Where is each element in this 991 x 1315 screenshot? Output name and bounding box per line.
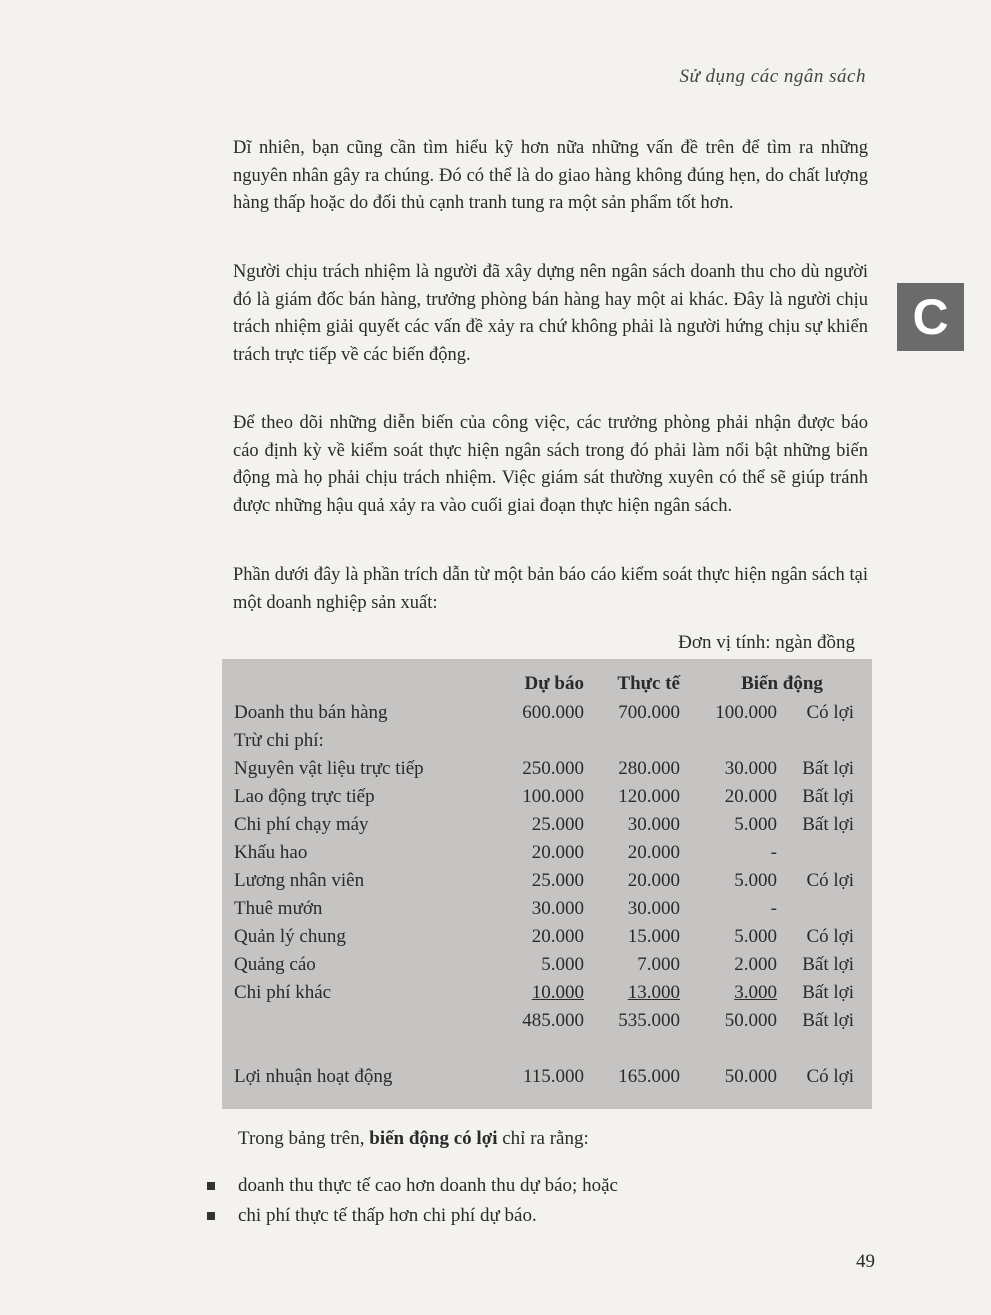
header-variance: Biến động [741,673,823,694]
row-actual: 20.000 [627,842,680,863]
bullet-square-icon [207,1182,215,1190]
row-label: Doanh thu bán hàng [234,702,388,723]
row-forecast: 5.000 [541,954,584,975]
row-label: Lợi nhuận hoạt động [234,1066,393,1087]
row-variance: - [770,898,777,919]
budget-table [222,659,872,1109]
table-row [234,867,854,895]
table-row [234,923,854,951]
row-variance: 100.000 [715,702,777,723]
row-note: Bất lợi [802,1010,854,1031]
row-forecast: 20.000 [531,926,584,947]
row-forecast: 25.000 [531,870,584,891]
note-line [238,1128,589,1150]
row-forecast: 600.000 [522,702,584,723]
row-label: Quảng cáo [234,954,316,975]
row-note: Có lợi [806,870,854,891]
header-forecast: Dự báo [524,673,584,694]
row-label: Lao động trực tiếp [234,786,375,807]
row-variance: - [770,842,777,863]
row-actual: 20.000 [627,870,680,891]
underlined-value: 13.000 [627,982,680,1003]
row-label [234,1007,496,1035]
row-forecast [496,979,584,1007]
table-row [234,755,854,783]
row-forecast [496,727,584,755]
row-variance [680,979,777,1007]
row-variance [680,727,777,755]
row-variance: 5.000 [734,926,777,947]
paragraph-3: Để theo dõi những diễn biến của công việc, các trưởng phòng phải nhận được báo cáo định kỳ về kiểm soát thực hiện ngân sách trong đó phải làm nổi bật những biến động mà họ phải chịu trách nhiệm. Việc giám sát thường xuyên có thể sẽ giúp tránh được những hậu quả xảy ra vào cuối giai đoạn thực hiện ngân sách. [233,413,868,516]
row-forecast: 250.000 [522,758,584,779]
row-forecast: 25.000 [531,814,584,835]
row-forecast: 115.000 [522,1066,584,1087]
unit-note: Đơn vị tính: ngàn đồng [678,632,855,653]
page-number: 49 [856,1251,875,1272]
row-note: Có lợi [806,926,854,947]
row-label: Nguyên vật liệu trực tiếp [234,758,424,779]
bullet-square-icon [207,1212,215,1220]
row-actual: 30.000 [627,814,680,835]
note-bold: biến động có lợi [369,1128,498,1149]
table-row [234,811,854,839]
row-variance: 5.000 [734,870,777,891]
row-note: Có lợi [806,1066,854,1087]
row-note [777,839,854,867]
row-actual: 535.000 [618,1010,680,1031]
table-row [234,839,854,867]
row-variance: 30.000 [724,758,777,779]
row-actual: 120.000 [618,786,680,807]
running-head: Sử dụng các ngân sách [679,66,866,87]
table-row [234,727,854,755]
row-note: Bất lợi [802,814,854,835]
row-label: Trừ chi phí: [234,730,324,751]
bullet-text: chi phí thực tế thấp hơn chi phí dự báo. [238,1205,537,1226]
header-actual: Thực tế [617,673,680,694]
row-actual: 165.000 [618,1066,680,1087]
table-row [234,699,854,727]
paragraph-2: Người chịu trách nhiệm là người đã xây dựng nên ngân sách doanh thu cho dù người đó là giám đốc bán hàng, trưởng phòng bán hàng hay một ai khác. Đây là người chịu trách nhiệm giải quyết các vấn đề xảy ra chứ không phải là người hứng chịu sự khiển trách trực tiếp về các biến động. [233,262,868,365]
row-variance: 50.000 [724,1066,777,1087]
row-actual: 7.000 [637,954,680,975]
underlined-value: 10.000 [531,982,584,1003]
row-note: Bất lợi [802,954,854,975]
row-actual: 30.000 [627,898,680,919]
table-row [234,895,854,923]
row-label: Thuê mướn [234,898,323,919]
table-row [234,951,854,979]
row-actual: 280.000 [618,758,680,779]
paragraph-4: Phần dưới đây là phần trích dẫn từ một bản báo cáo kiểm soát thực hiện ngân sách tại một doanh nghiệp sản xuất: [233,565,868,613]
table-row [234,1007,854,1035]
row-variance: 2.000 [734,954,777,975]
note-suffix: chỉ ra rằng: [497,1128,589,1149]
row-note: Bất lợi [802,982,854,1003]
row-actual: 700.000 [618,702,680,723]
section-tab: C [897,283,964,351]
row-label: Chi phí chạy máy [234,814,369,835]
bullet-list [207,1171,618,1231]
row-variance: 50.000 [724,1010,777,1031]
table-row [234,783,854,811]
list-item [207,1201,618,1231]
row-forecast: 30.000 [531,898,584,919]
paragraph-1: Dĩ nhiên, bạn cũng cần tìm hiểu kỹ hơn nữa những vấn đề trên để tìm ra những nguyên nhân gây ra chúng. Đó có thể là do giao hàng không đúng hẹn, do chất lượng hàng thấp hoặc do đối thủ cạnh tranh tung ra một sản phẩm tốt hơn. [233,138,868,213]
row-actual [584,727,680,755]
row-note [777,895,854,923]
bullet-text: doanh thu thực tế cao hơn doanh thu dự báo; hoặc [238,1175,618,1196]
underlined-value: 3.000 [734,982,777,1003]
row-variance: 5.000 [734,814,777,835]
row-label: Chi phí khác [234,982,332,1003]
row-label: Lương nhân viên [234,870,365,891]
row-label: Quản lý chung [234,926,346,947]
table-header-row [234,669,854,699]
header-label [234,669,496,699]
row-note: Có lợi [806,702,854,723]
row-forecast: 485.000 [522,1010,584,1031]
note-prefix: Trong bảng trên, [238,1128,370,1149]
row-note: Bất lợi [802,758,854,779]
row-forecast: 100.000 [522,786,584,807]
row-note: Bất lợi [802,786,854,807]
row-forecast: 20.000 [531,842,584,863]
row-actual: 15.000 [627,926,680,947]
profit-row [234,1063,854,1091]
row-actual [584,979,680,1007]
list-item [207,1171,618,1201]
row-variance: 20.000 [724,786,777,807]
row-note [777,727,854,755]
table-row [234,979,854,1007]
row-label: Khấu hao [234,842,308,863]
